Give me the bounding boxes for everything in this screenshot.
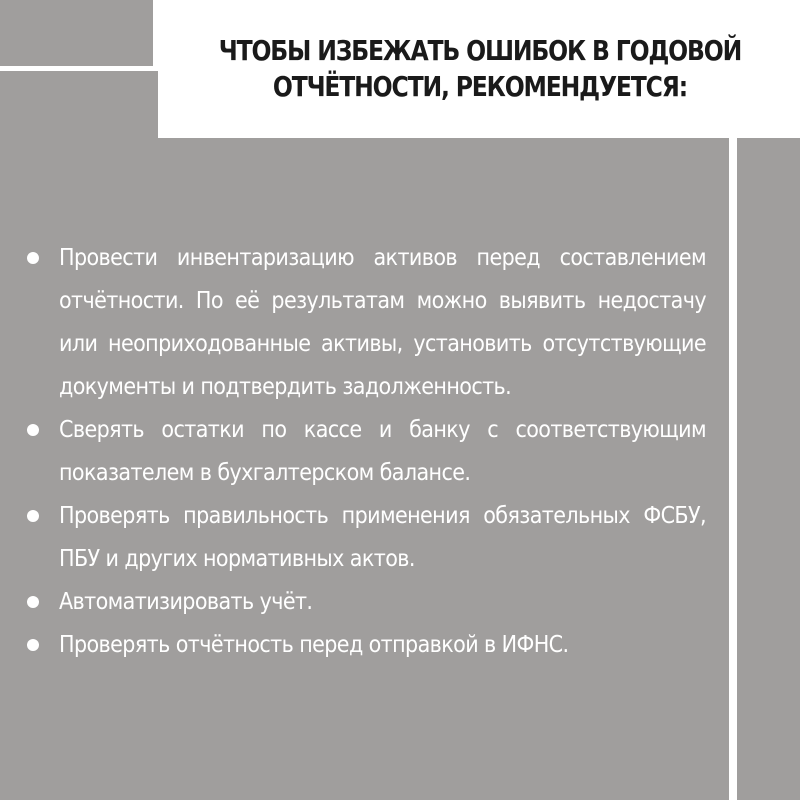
- bullet-icon: [27, 510, 39, 522]
- title-panel: [158, 0, 800, 138]
- list-item-text: Автоматизировать учёт.: [59, 589, 313, 615]
- list-item: [26, 409, 706, 495]
- list-item-text: Проверять отчётность перед отправкой в ИФНС.: [59, 632, 569, 658]
- list-item: [26, 237, 706, 409]
- bullet-icon: [27, 596, 39, 608]
- page-title: [219, 33, 741, 105]
- decorative-line-vertical-right: [729, 138, 737, 800]
- list-item: [26, 495, 706, 581]
- bullet-icon: [27, 424, 39, 436]
- list-item-text: Проверять правильность применения обязательных ФСБУ, ПБУ и других нормативных актов.: [59, 503, 706, 572]
- bullet-icon: [27, 252, 39, 264]
- list-item-text: Провести инвентаризацию активов перед составлением отчётности. По её результатам можно выявить недостачу или неоприходованные активы, установить отсутствующие документы и подтвердить задолженность.: [59, 245, 706, 400]
- title-line-1: ЧТОБЫ ИЗБЕЖАТЬ ОШИБОК В ГОДОВОЙ: [218, 34, 742, 67]
- bullet-icon: [27, 639, 39, 651]
- title-line-2: ОТЧЁТНОСТИ, РЕКОМЕНДУЕТСЯ:: [272, 70, 688, 103]
- decorative-line-horizontal: [0, 66, 160, 71]
- recommendation-list: [26, 237, 706, 667]
- list-item-text: Сверять остатки по кассе и банку с соответствующим показателем в бухгалтерском балансе.: [59, 417, 706, 486]
- list-item: [26, 581, 706, 624]
- list-item: [26, 624, 706, 667]
